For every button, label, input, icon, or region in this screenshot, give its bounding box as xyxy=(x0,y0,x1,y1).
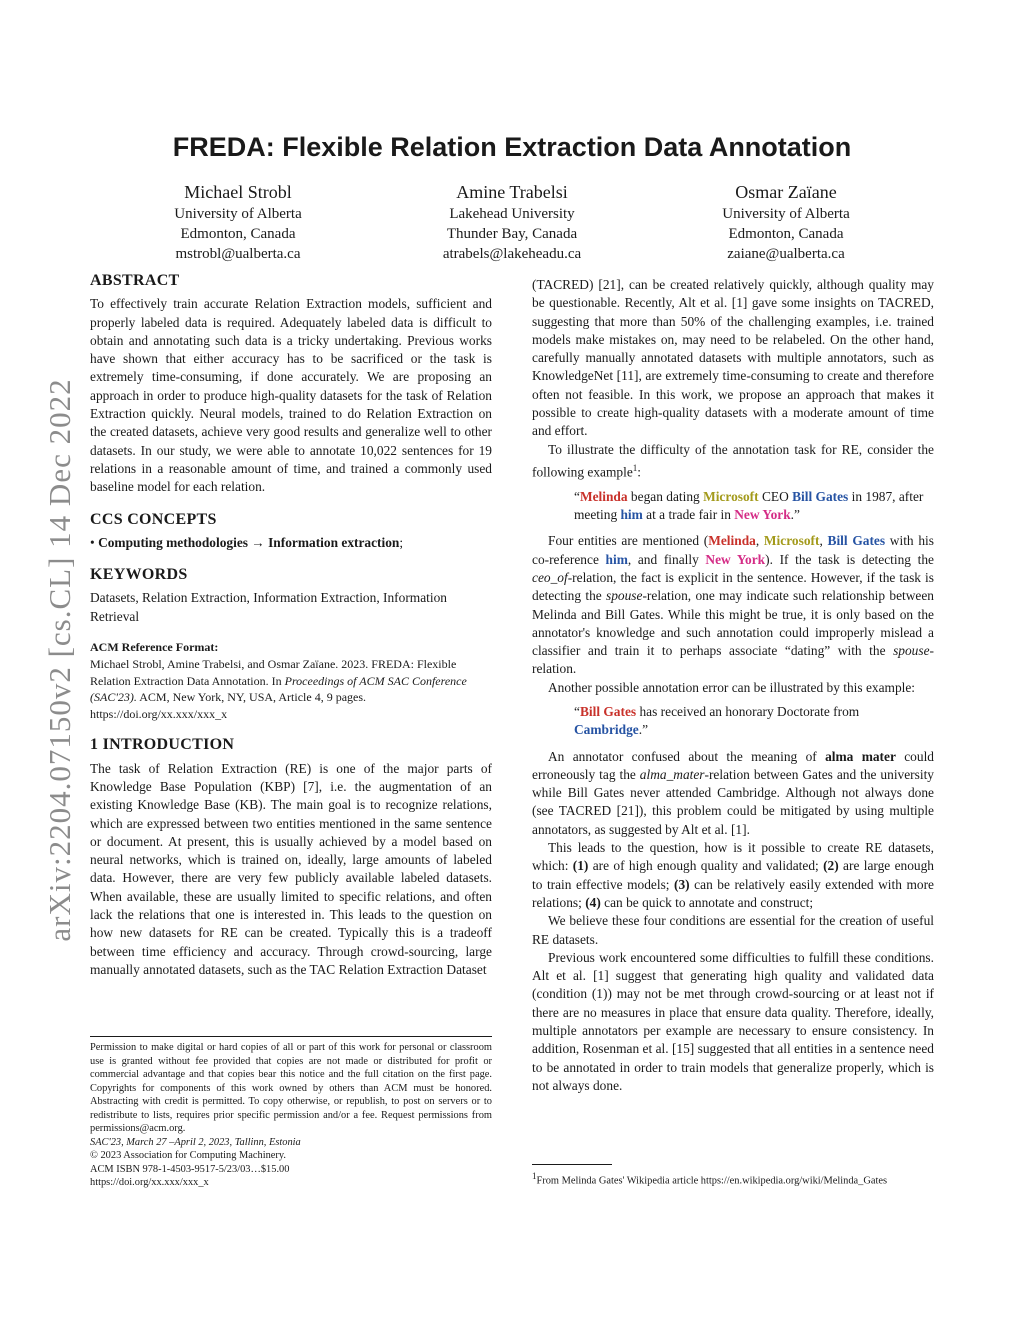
quote-text: CEO xyxy=(758,488,793,504)
entity-him: him xyxy=(605,551,628,567)
author-location: Edmonton, Canada xyxy=(728,226,844,242)
acm-ref-heading: ACM Reference Format: xyxy=(90,640,219,655)
quote-text: at a trade fair in xyxy=(642,507,735,523)
abstract-text: To effectively train accurate Relation Extraction models, sufficient and properly labeled data is required. Adequately labeled data is difficult to obtain and annotating such data is a tricky undertaking. Previous works have shown that either accuracy has to be sacrificed or the task is extremely time-consuming, if done accurately. We are proposing an approach in order to produce high-quality datasets for the task of Relation Extraction quickly. Neural models, trained to do Relation Extraction on the created datasets, achieve very good results and generalize well to other datasets. In our study, we were able to annotate 10,022 sentences for 19 relations in a reasonable amount of time, and trained a commonly used baseline model for each relation. xyxy=(90,296,492,495)
quote-open: “ xyxy=(574,704,580,719)
arxiv-id: arXiv:2204.07150v2 [cs.CL] 14 Dec 2022 xyxy=(42,378,77,942)
text: -relation between Gates and the university while Bill Gates never attended Cambridge. Although not always done (see TACRED [21]), this problem could be mitigated by using multiple annotators, as suggested by Alt et al. [1]. xyxy=(532,766,934,837)
condition-number: (3) xyxy=(674,876,690,892)
condition-number: (4) xyxy=(585,894,601,910)
paragraph: Previous work encountered some difficulties to fulfill these conditions. Alt et al. [1] suggest that generating high quality and validated data (condition (1)) may not be met through crowd-sourcing or at least not if there are no measures in place that ensure data quality. Therefore, ideally, multiple annotators per example are necessary to ensure consistency. In addition, Rosenman et al. [15] suggested that all entities in a sentence need to be annotated in order to train models that generalize properly, which is not always done. xyxy=(532,949,934,1093)
paragraph: Another possible annotation error can be illustrated by this example: xyxy=(548,679,916,695)
text: ). If the task is detecting the xyxy=(765,551,934,567)
p2-end: : xyxy=(637,464,642,480)
author-location: Thunder Bay, Canada xyxy=(446,226,578,242)
keywords-heading: KEYWORDS xyxy=(90,566,188,584)
quote-close: .” xyxy=(638,722,649,738)
ccs-methodologies: Computing methodologies xyxy=(98,534,248,550)
footnote-rule xyxy=(532,1164,612,1165)
right-column xyxy=(532,276,934,1095)
ccs-heading: CCS CONCEPTS xyxy=(90,510,217,528)
copyright-text: Permission to make digital or hard copies of all or part of this work for personal or classroom use is granted without fee provided that copies are not made or distributed for profit or commercial advantage and that copies bear this notice and the full citation on the first page. Copyrights for components of this work owned by others than ACM must be honored. Abstracting with credit is permitted. To copy otherwise, or republish, to post on servers or to redistribute to lists, requires prior specific permission and/or a fee. Request permissions from permissions@acm.org. xyxy=(90,1042,492,1134)
paragraph: We believe these four conditions are essential for the creation of useful RE datasets. xyxy=(532,913,934,947)
author-name: Amine Trabelsi xyxy=(456,182,568,202)
relation-ceo-of: ceo_of xyxy=(532,569,568,585)
association-line: © 2023 Association for Computing Machinery. xyxy=(90,1150,286,1161)
ccs-information-extraction: Information extraction xyxy=(268,534,400,550)
entity-bill-gates: Bill Gates xyxy=(579,704,637,719)
intro-paragraph: The task of Relation Extraction (RE) is one of the major parts of Knowledge Base Population (KBP) [7], i.e. the augmentation of an existing Knowledge Base (KB). The main goal is to recognize relations, which are expressed between two entities mentioned in the same sentence or document. At present, this is usually achieved by a model based on neural networks, which is trained on, ideally, large amounts of labeled data. However, there are very few publicly available labeled datasets. When available, these are usually limited to specific relations, and often lack the relations that one is interested in. This leads to the question on how new datasets for RE can be created. Typically this is a tradeoff between time efficiency and accuracy. Through crowd-sourcing, large manually annotated datasets, such as the TAC Relation Extraction Dataset xyxy=(90,760,492,977)
author-affiliation: University of Alberta xyxy=(722,206,850,222)
condition-number: (2) xyxy=(823,858,839,874)
footnote xyxy=(532,1164,934,1188)
entity-melinda: Melinda xyxy=(708,533,756,549)
isbn-line: ACM ISBN 978-1-4503-9517-5/23/03…$15.00 xyxy=(90,1163,290,1175)
author-name: Michael Strobl xyxy=(184,182,292,202)
text: , xyxy=(755,533,764,549)
entity-microsoft: Microsoft xyxy=(703,488,759,504)
entity-melinda: Melinda xyxy=(579,488,628,504)
example-quote-1 xyxy=(574,488,934,525)
author-email: zaiane@ualberta.ca xyxy=(727,246,845,262)
intro-heading: 1 INTRODUCTION xyxy=(90,736,235,754)
example-quote-2 xyxy=(574,703,934,740)
entity-new-york: New York xyxy=(734,507,791,523)
term-alma-mater: alma mater xyxy=(825,748,896,764)
copyright-block xyxy=(90,1036,492,1190)
paragraph xyxy=(532,441,934,482)
quote-text: began dating xyxy=(627,488,704,504)
text: , xyxy=(819,533,828,549)
text: could erroneously tag the xyxy=(532,748,934,782)
condition-number: (1) xyxy=(572,858,589,874)
relation-alma-mater: alma_mater xyxy=(639,766,705,782)
text: -relation, one may indicate such relationship between Melinda and Bill Gates. While this might be true, it is only based on the annotator's knowledge and such annotation could improperly mislead a classifier and train it to perhaps associate “dating” with the xyxy=(532,588,934,659)
acm-ref-text xyxy=(90,656,492,722)
author-block xyxy=(382,180,642,264)
text: can be relatively easily extended with more relations; xyxy=(532,876,934,910)
doi-line: https://doi.org/xx.xxx/xxx_x xyxy=(90,1177,209,1188)
acm-ref-pre: Michael Strobl, Amine Trabelsi, and Osmar Zaïane. 2023. FREDA: Flexible Relation Extraction Data Annotation. In xyxy=(90,657,457,688)
text: are of high enough quality and validated; xyxy=(588,858,824,874)
text: , and finally xyxy=(627,551,706,567)
quote-open: “ xyxy=(574,488,580,504)
p2-text: To illustrate the difficulty of the annotation task for RE, consider the following example xyxy=(532,441,934,480)
ccs-arrow: → xyxy=(251,534,265,550)
abstract-heading: ABSTRACT xyxy=(90,272,180,289)
author-email: mstrobl@ualberta.ca xyxy=(175,246,301,262)
quote-text: has received an honorary Doctorate from xyxy=(636,704,860,719)
author-email: atrabels@lakeheadu.ca xyxy=(442,246,582,262)
conference-line: SAC'23, March 27 –April 2, 2023, Tallinn, Estonia xyxy=(90,1136,301,1148)
text: Four entities are mentioned ( xyxy=(548,533,709,549)
author-block xyxy=(108,180,368,264)
left-column xyxy=(90,272,492,979)
entity-bill-gates: Bill Gates xyxy=(792,488,849,504)
paragraph xyxy=(532,748,934,839)
entity-cambridge: Cambridge xyxy=(574,722,639,738)
paragraph xyxy=(532,532,934,678)
entity-bill-gates: Bill Gates xyxy=(827,533,886,549)
ccs-bullet: • xyxy=(90,534,95,550)
author-affiliation: Lakehead University xyxy=(449,206,575,222)
footnote-text: From Melinda Gates' Wikipedia article https://en.wikipedia.org/wiki/Melinda_Gates xyxy=(536,1175,888,1187)
text: can be quick to annotate and construct; xyxy=(600,894,814,910)
acm-ref-venue: Proceedings of ACM SAC Conference (SAC'23). xyxy=(90,673,467,705)
relation-spouse: spouse xyxy=(606,588,643,604)
text: An annotator confused about the meaning of xyxy=(548,748,826,764)
quote-text: in 1987, after meeting xyxy=(574,488,924,523)
relation-spouse: spouse xyxy=(893,643,930,659)
author-block xyxy=(656,180,916,264)
keywords-text: Datasets, Relation Extraction, Information Extraction, Information Retrieval xyxy=(90,590,447,624)
entity-new-york: New York xyxy=(705,551,766,567)
author-location: Edmonton, Canada xyxy=(180,226,296,242)
paragraph xyxy=(532,839,934,912)
text: -relation. xyxy=(532,643,934,677)
text: -relation, the fact is explicit in the sentence. However, if the task is detecting the xyxy=(532,569,934,604)
footnote-mark: 1 xyxy=(632,462,638,473)
entity-him: him xyxy=(620,507,643,523)
author-name: Osmar Zaïane xyxy=(735,182,837,202)
ccs-item xyxy=(90,534,492,552)
acm-ref-post: ACM, New York, NY, USA, Article 4, 9 pages. https://doi.org/xx.xxx/xxx_x xyxy=(90,690,367,721)
ccs-end: ; xyxy=(399,534,404,550)
quote-close: .” xyxy=(790,507,800,523)
entity-microsoft: Microsoft xyxy=(763,533,820,549)
paper-title: FREDA: Flexible Relation Extraction Data Annotation xyxy=(172,132,852,162)
text: This leads to the question, how is it possible to create RE datasets, which: xyxy=(532,840,934,874)
text: with his co-reference xyxy=(532,533,934,567)
paragraph: (TACRED) [21], can be created relatively quickly, although quality may be questionable. Recently, Alt et al. [1] gave some insights on TACRED, suggesting that more than 50% of the challenging examples, i.e. trained models make mistakes on, may need to be relabeled. On the other hand, carefully manually annotated datasets with multiple annotators, such as KnowledgeNet [11], are extremely time-consuming to create and therefore often not feasible. In this work, we propose an approach that makes it possible to create high-quality datasets with a moderate amount of time and effort. xyxy=(532,277,934,439)
author-affiliation: University of Alberta xyxy=(174,206,302,222)
text: are large enough to train effective models; xyxy=(532,858,934,892)
footnote-mark: 1 xyxy=(532,1171,537,1181)
